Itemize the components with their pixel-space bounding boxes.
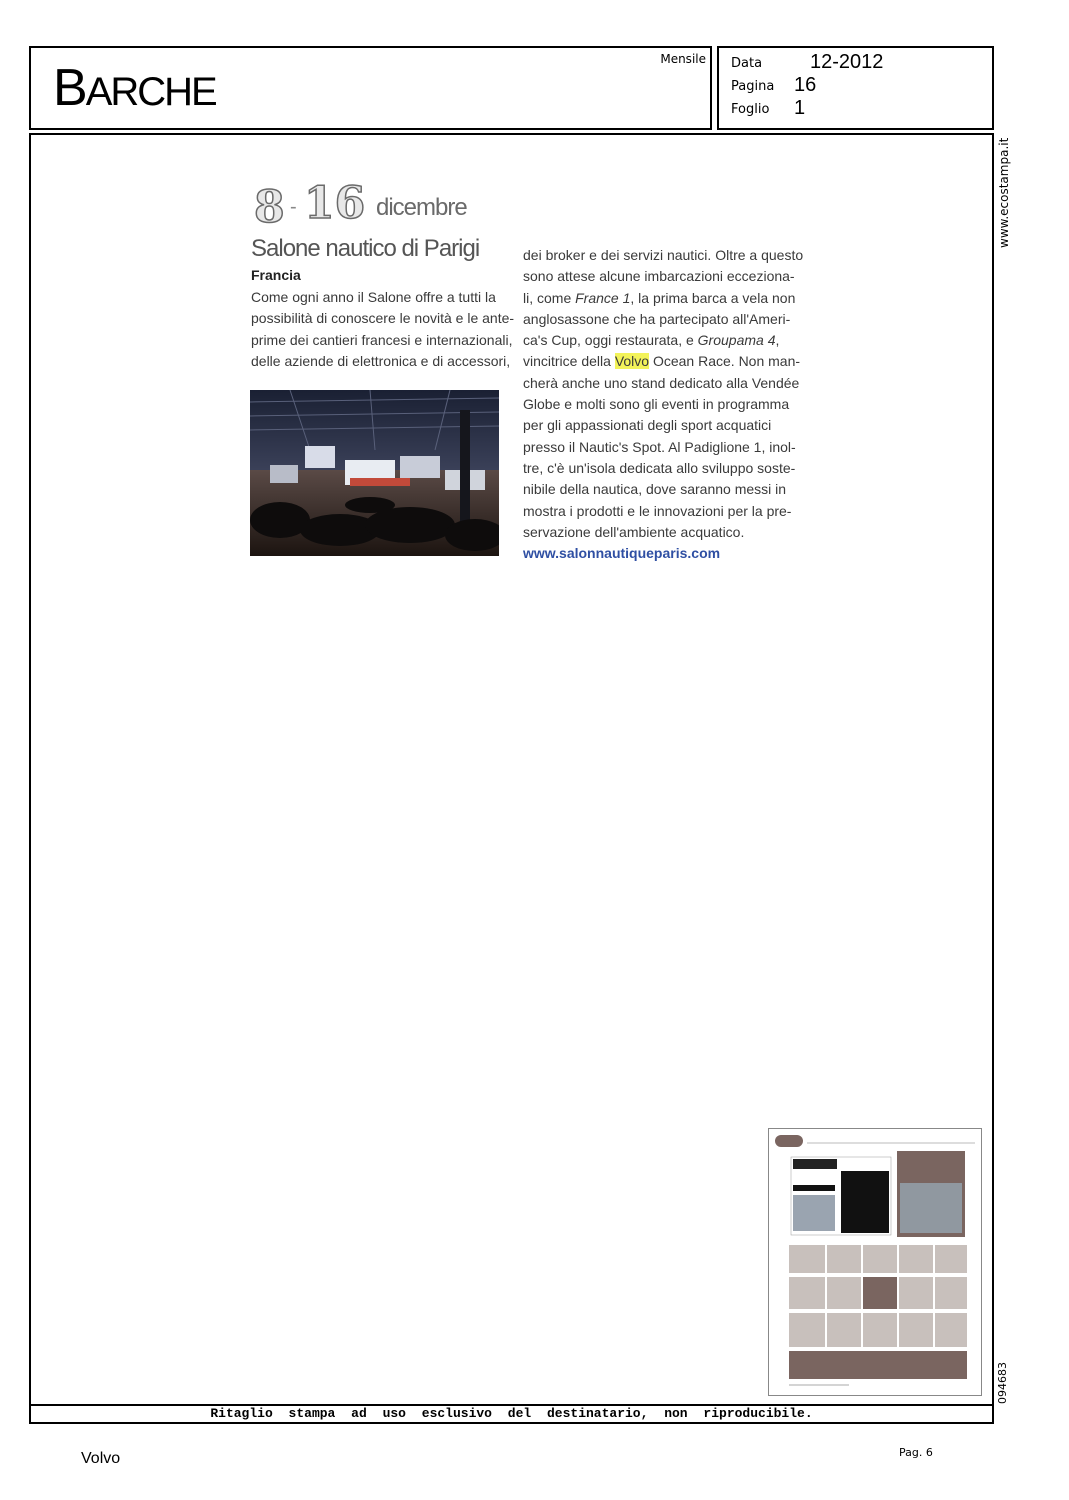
frequency-label: Mensile xyxy=(660,52,706,66)
col2-line xyxy=(523,330,780,351)
date-month: dicembre xyxy=(376,194,467,221)
foglio-label: Foglio xyxy=(731,102,770,117)
col2-text: li, come xyxy=(523,289,576,306)
footer-keyword: Volvo xyxy=(81,1450,121,1467)
foglio-value: 1 xyxy=(794,97,806,119)
data-value: 12-2012 xyxy=(810,51,884,73)
data-label: Data xyxy=(731,56,763,71)
col2-text: Ocean Race. Non man- xyxy=(649,353,801,370)
keyword-highlight: Volvo xyxy=(614,353,650,370)
publication-logo-rest: ARCHE xyxy=(85,70,216,114)
col2-text: , la prima barca a vela non xyxy=(630,289,796,306)
col1-line: prime dei cantieri francesi e internazionali, xyxy=(251,331,513,348)
article-clipping xyxy=(248,178,804,570)
pagina-label: Pagina xyxy=(731,79,775,94)
article-column-2 xyxy=(523,245,804,564)
date-dash: - xyxy=(290,196,297,218)
article-link[interactable]: www.salonnautiqueparis.com xyxy=(523,545,721,562)
publication-logo: BARCHE xyxy=(53,59,216,117)
boat-show-photo-graphic xyxy=(250,390,499,556)
col2-line: tre, c'è un'isola dedicata allo sviluppo soste- xyxy=(523,459,796,476)
date-heading xyxy=(252,178,467,233)
footer-page-number: Pag. 6 xyxy=(899,1446,933,1459)
article-column-1 xyxy=(251,287,515,372)
col2-line: Globe e molti sono gli eventi in programma xyxy=(523,396,790,413)
col2-line xyxy=(523,351,801,372)
col2-line: presso il Nautic's Spot. Al Padiglione 1, inol- xyxy=(523,438,796,455)
col2-line: anglosassone che ha partecipato all'Ameri- xyxy=(523,310,791,327)
col1-line: delle aziende di elettronica e di accessori, xyxy=(251,352,511,369)
col2-text: , xyxy=(775,332,780,349)
col2-line: mostra i prodotti e le innovazioni per la pre- xyxy=(523,502,792,519)
page-thumbnail-graphic xyxy=(769,1129,981,1395)
header-masthead-box xyxy=(29,46,712,130)
boat-show-photo xyxy=(250,390,499,556)
col1-line: possibilità di conoscere le novità e le ante- xyxy=(251,310,515,327)
col2-text: vincitrice della xyxy=(523,353,615,370)
side-code: 094683 xyxy=(996,1362,1009,1404)
date-start: 8 xyxy=(254,182,285,233)
col2-line: sono attese alcune imbarcazioni eccezionа- xyxy=(523,268,795,285)
col2-italic: France 1 xyxy=(575,289,631,306)
col2-line xyxy=(523,288,796,309)
side-website: www.ecostampa.it xyxy=(997,137,1011,248)
col2-italic: Groupama 4 xyxy=(697,332,776,349)
col2-line: servazione dell'ambiente acquatico. xyxy=(523,523,745,540)
header-meta-box xyxy=(717,46,994,130)
col2-text: ca's Cup, oggi restaurata, e xyxy=(523,332,698,349)
col2-line: nibile della nautica, dove saranno messi in xyxy=(523,481,787,498)
date-end: 16 xyxy=(304,178,366,229)
pagina-value: 16 xyxy=(794,74,817,96)
article-title: Salone nautico di Parigi xyxy=(251,235,480,262)
col2-line: per gli appassionati degli sport acquatici xyxy=(523,417,772,434)
disclaimer: Ritaglio stampa ad uso esclusivo del destinatario, non riproducibile. xyxy=(210,1406,813,1421)
col2-line: cherà anche uno stand dedicato alla Vendée xyxy=(523,374,800,391)
frame-bottom-line xyxy=(29,1422,994,1424)
col2-line: dei broker e dei servizi nautici. Oltre a questo xyxy=(523,247,804,263)
col1-line: Come ogni anno il Salone offre a tutti la xyxy=(251,289,496,305)
article-country: Francia xyxy=(251,267,301,283)
page-thumbnail xyxy=(768,1128,982,1396)
